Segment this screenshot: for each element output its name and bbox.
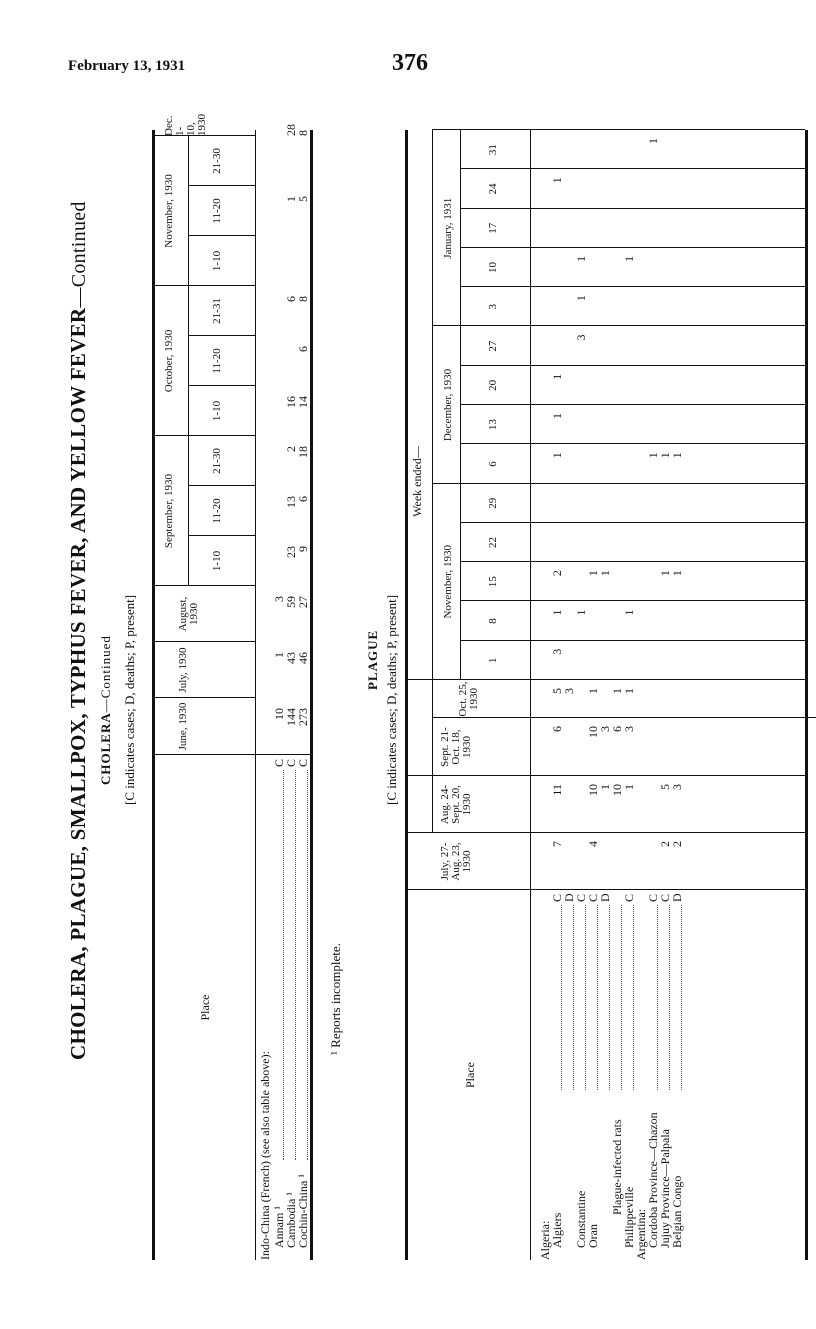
table-rule: [460, 326, 461, 483]
subcolumn-header: 21-30: [211, 148, 223, 174]
table-rule: [405, 130, 408, 1260]
table-cell: 16: [284, 396, 298, 408]
table-cell: 7: [550, 841, 564, 847]
table-cell: 2: [658, 841, 672, 847]
table-cell: 3: [622, 726, 636, 732]
table-cell: 3: [574, 334, 588, 341]
table-cell: 2: [284, 446, 298, 452]
row-code: C: [586, 893, 600, 902]
table-row-place: Jujuy Province—Palpala: [658, 1129, 672, 1248]
table-row-place: Argentina:: [634, 1208, 648, 1260]
table-rule: [255, 130, 256, 1260]
table-cell: 4: [586, 841, 600, 847]
table-cell: 5: [296, 196, 310, 202]
subcolumn-header: 17: [487, 222, 499, 234]
table-rule: [460, 208, 805, 209]
table-cell: 1: [670, 452, 684, 459]
table-cell: 13: [284, 496, 298, 508]
row-code: C: [646, 893, 660, 902]
table-rule: [460, 561, 805, 562]
dot-leader: [633, 905, 634, 1090]
table-cell: 8: [296, 296, 310, 302]
page-date: February 13, 1931: [68, 58, 186, 74]
subcolumn-header: 29: [487, 497, 499, 509]
subcolumn-header: 1: [487, 657, 499, 664]
table-row-place: Cochin-China ¹: [296, 1174, 310, 1248]
table-cell: 1: [622, 609, 636, 616]
column-header: July, 1930: [177, 647, 189, 693]
place-header: Place: [198, 994, 212, 1021]
cholera-footnote: ¹ Reports incomplete.: [328, 943, 343, 1055]
subcolumn-header: 13: [487, 419, 499, 431]
table-row-place: Philippeville: [622, 1186, 636, 1248]
row-code: C: [622, 893, 636, 902]
table-rule: [460, 130, 461, 326]
table-cell: 1: [550, 373, 564, 380]
table-cell: 1: [586, 688, 600, 694]
subcolumn-header: 1-10: [211, 400, 223, 422]
table-cell: 1: [610, 688, 624, 694]
dot-leader: [597, 905, 598, 1090]
subcolumn-header: 11-20: [211, 198, 223, 224]
subcolumn-header: 1-10: [211, 250, 223, 272]
place-header: Place: [463, 1062, 477, 1088]
table-rule: [152, 130, 155, 1260]
dot-leader: [283, 770, 284, 1160]
table-row-place: Plague-infected rats: [610, 1119, 624, 1215]
table-cell: 10: [586, 784, 600, 796]
table-cell: 1: [658, 570, 672, 577]
table-row-place: Annam ¹: [272, 1206, 286, 1248]
subcolumn-header: 6: [487, 461, 499, 467]
group-header: January, 1931: [442, 197, 454, 259]
cholera-subtitle: CHOLERA—Continued: [98, 635, 113, 785]
table-cell: 1: [586, 570, 600, 577]
subcolumn-header: 21-31: [211, 298, 223, 324]
table-cell: 59: [284, 596, 298, 608]
row-code: C: [574, 893, 588, 902]
table-cell: 23: [284, 546, 298, 558]
rotated-page-content: [60, 90, 816, 1290]
table-cell: 8: [296, 130, 310, 136]
table-cell: 18: [296, 446, 310, 458]
table-cell: 1: [622, 784, 636, 790]
table-cell: 1: [598, 570, 612, 577]
table-rule: [805, 130, 808, 1260]
row-code: D: [562, 893, 576, 902]
table-cell: 1: [550, 177, 564, 184]
group-header: September, 1930: [163, 473, 175, 549]
table-cell: 1: [658, 452, 672, 459]
table-rule: [460, 168, 805, 169]
subcolumn-header: 10: [487, 262, 499, 274]
table-cell: 1: [550, 609, 564, 616]
table-rule: [460, 522, 805, 523]
table-cell: 1: [622, 255, 636, 262]
table-cell: 1: [670, 570, 684, 577]
table-cell: 6: [284, 296, 298, 302]
table-rule: [460, 443, 805, 444]
table-cell: 3: [272, 596, 286, 602]
page-title: CHOLERA, PLAGUE, SMALLPOX, TYPHUS FEVER, AND YELLOW FEVER—Continued: [66, 201, 90, 1060]
table-row-place: Constantine: [574, 1190, 588, 1248]
table-cell: 2: [550, 570, 564, 577]
group-header: October, 1930: [163, 329, 175, 393]
table-cell: 5: [658, 784, 672, 790]
table-cell: 1: [284, 196, 298, 202]
table-cell: 10: [272, 708, 286, 720]
subcolumn-header: 8: [487, 618, 499, 624]
dot-leader: [681, 905, 682, 1090]
column-header: Dec. 1-10, 1930: [163, 114, 208, 136]
table-rule: [460, 679, 805, 680]
table-cell: 14: [296, 396, 310, 408]
table-cell: 1: [646, 138, 660, 145]
table-rule: [460, 600, 805, 601]
row-code: C: [296, 758, 310, 767]
table-cell: 1: [646, 452, 660, 459]
table-cell: 27: [296, 596, 310, 608]
plague-legend: [C indicates cases; D, deaths; P, present]: [384, 594, 399, 805]
table-row-place: Cordoba Province—Chazon: [646, 1112, 660, 1248]
table-cell: 3: [562, 688, 576, 694]
dot-leader: [573, 905, 574, 1090]
table-cell: 144: [284, 708, 298, 726]
dot-leader: [307, 770, 308, 1160]
table-cell: 6: [550, 726, 564, 732]
row-code: C: [658, 893, 672, 902]
table-row-place: Cambodia ¹: [284, 1192, 298, 1248]
table-cell: 273: [296, 708, 310, 726]
table-rule: [460, 325, 805, 326]
group-header: November, 1930: [442, 545, 454, 619]
table-cell: 1: [574, 295, 588, 302]
table-rule: [460, 365, 805, 366]
group-header: November, 1930: [163, 174, 175, 248]
table-rule: [530, 130, 531, 1260]
subcolumn-header: 11-20: [211, 348, 223, 374]
dot-leader: [669, 905, 670, 1090]
dot-leader: [657, 905, 658, 1090]
column-header: June, 1930: [177, 702, 189, 751]
row-code: C: [284, 758, 298, 767]
dot-leader: [585, 905, 586, 1090]
table-cell: 1: [598, 784, 612, 790]
table-cell: 3: [598, 726, 612, 732]
table-row-place: Oran: [586, 1224, 600, 1248]
dot-leader: [295, 770, 296, 1160]
table-cell: 3: [550, 648, 564, 655]
table-rule: [460, 404, 805, 405]
table-cell: 6: [296, 346, 310, 352]
subcolumn-header: 31: [487, 144, 499, 156]
table-cell: 3: [670, 784, 684, 790]
table-rule: [460, 483, 805, 484]
subcolumn-header: 27: [487, 340, 499, 352]
table-row-place: Indo-China (French) (see also table above):: [258, 1051, 272, 1260]
page-number: 376: [392, 50, 428, 76]
dot-leader: [621, 905, 622, 1090]
subcolumn-header: 21-30: [211, 448, 223, 474]
group-header: December, 1930: [442, 368, 454, 442]
table-cell: 43: [284, 652, 298, 664]
column-header: Sept. 21- Oct. 18, 1930: [439, 727, 473, 767]
week-ended-header: Week ended—: [410, 446, 424, 517]
row-code: D: [598, 893, 612, 902]
table-row-place: Algeria:: [538, 1220, 552, 1260]
table-rule: [188, 436, 189, 586]
table-cell: 2: [670, 841, 684, 847]
table-cell: 1: [574, 255, 588, 262]
table-row-place: Algiers: [550, 1212, 564, 1248]
column-header: Aug. 24- Sept. 20, 1930: [439, 784, 473, 825]
table-cell: 1: [272, 652, 286, 658]
subcolumn-header: 11-20: [211, 498, 223, 524]
table-cell: 11: [550, 784, 564, 796]
subcolumn-header: 20: [487, 379, 499, 391]
table-cell: 5: [550, 688, 564, 694]
subcolumn-header: 1-10: [211, 550, 223, 572]
table-cell: 46: [296, 652, 310, 664]
table-cell: 1: [622, 688, 636, 694]
column-header: August, 1930: [177, 596, 200, 632]
subcolumn-header: 3: [487, 304, 499, 310]
table-rule: [188, 286, 189, 436]
table-rule: [460, 247, 805, 248]
table-cell: 9: [296, 546, 310, 552]
row-code: C: [272, 758, 286, 767]
table-cell: 28: [284, 124, 298, 136]
subcolumn-header: 22: [487, 537, 499, 549]
plague-subtitle: PLAGUE: [365, 629, 380, 690]
table-cell: 6: [610, 726, 624, 732]
subcolumn-header: 15: [487, 576, 499, 588]
row-code: C: [550, 893, 564, 902]
table-rule: [188, 136, 189, 286]
table-cell: 1: [574, 609, 588, 616]
table-rule: [432, 130, 433, 833]
column-header: Oct. 25, 1930: [457, 681, 480, 717]
dot-leader: [609, 905, 610, 1090]
table-cell: 6: [296, 496, 310, 502]
table-cell: 1: [550, 452, 564, 459]
table-rule: [460, 484, 461, 680]
table-rule: [152, 641, 255, 642]
row-code: D: [670, 893, 684, 902]
table-row-place: Belgian Congo: [670, 1175, 684, 1248]
dot-leader: [561, 905, 562, 1090]
cholera-legend: [C indicates cases; D, deaths; P, present]: [122, 594, 137, 805]
table-cell: 10: [586, 726, 600, 738]
column-header: July, 27- Aug. 23, 1930: [439, 842, 473, 881]
table-rule: [152, 697, 255, 698]
subcolumn-header: 24: [487, 183, 499, 195]
table-cell: 1: [550, 413, 564, 420]
table-cell: 10: [610, 784, 624, 796]
